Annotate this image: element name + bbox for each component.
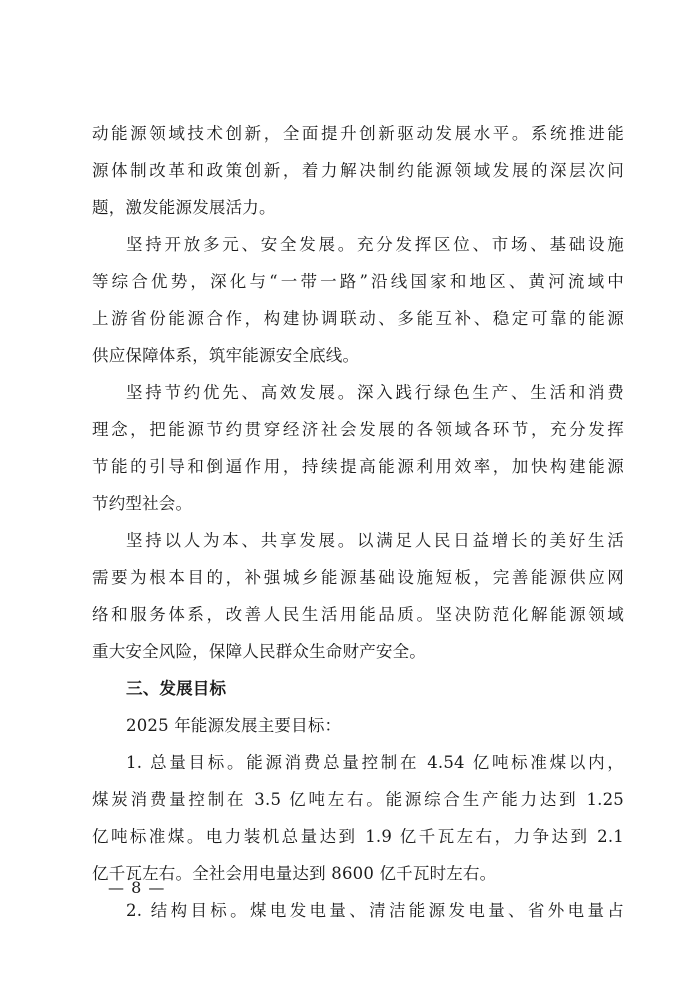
page-number: — 8 — — [108, 878, 166, 897]
text-line: 需要为根本目的，补强城乡能源基础设施短板，完善能源供应网 — [92, 568, 624, 587]
text-line: 节约型社会。 — [92, 494, 193, 513]
paragraph-start-line: 坚持开放多元、安全发展。充分发挥区位、市场、基础设施 — [126, 235, 624, 254]
section-heading: 三、发展目标 — [126, 679, 227, 698]
text-line: 络和服务体系，改善人民生活用能品质。坚决防范化解能源领域 — [92, 605, 624, 624]
paragraph-start-line: 2025 年能源发展主要目标： — [126, 716, 342, 735]
paragraph-start-line: 1. 总量目标。能源消费总量控制在 4.54 亿吨标准煤以内， — [126, 753, 624, 772]
text-line: 亿吨标准煤。电力装机总量达到 1.9 亿千瓦左右，力争达到 2.1 — [92, 827, 624, 846]
text-line: 动能源领域技术创新，全面提升创新驱动发展水平。系统推进能 — [92, 124, 624, 143]
text-line: 理念，把能源节约贯穿经济社会发展的各领域各环节，充分发挥 — [92, 420, 624, 439]
text-line: 重大安全风险，保障人民群众生命财产安全。 — [92, 642, 426, 661]
text-line: 等综合优势，深化与“一带一路”沿线国家和地区、黄河流域中 — [92, 272, 624, 291]
body-text — [92, 115, 624, 929]
text-line: 源体制改革和政策创新，着力解决制约能源领域发展的深层次问 — [92, 161, 624, 180]
text-line: 亿千瓦左右。全社会用电量达到 8600 亿千瓦时左右。 — [92, 864, 497, 883]
text-line: 煤炭消费量控制在 3.5 亿吨左右。能源综合生产能力达到 1.25 — [92, 790, 624, 809]
paragraph-start-line: 2. 结构目标。煤电发电量、清洁能源发电量、省外电量占 — [126, 901, 624, 920]
text-line: 题，激发能源发展活力。 — [92, 198, 276, 217]
paragraph-start-line: 坚持以人为本、共享发展。以满足人民日益增长的美好生活 — [126, 531, 624, 550]
text-line: 上游省份能源合作，构建协调联动、多能互补、稳定可靠的能源 — [92, 309, 624, 328]
paragraph-start-line: 坚持节约优先、高效发展。深入践行绿色生产、生活和消费 — [126, 383, 624, 402]
text-line: 供应保障体系，筑牢能源安全底线。 — [92, 346, 360, 365]
text-line: 节能的引导和倒逼作用，持续提高能源利用效率，加快构建能源 — [92, 457, 624, 476]
